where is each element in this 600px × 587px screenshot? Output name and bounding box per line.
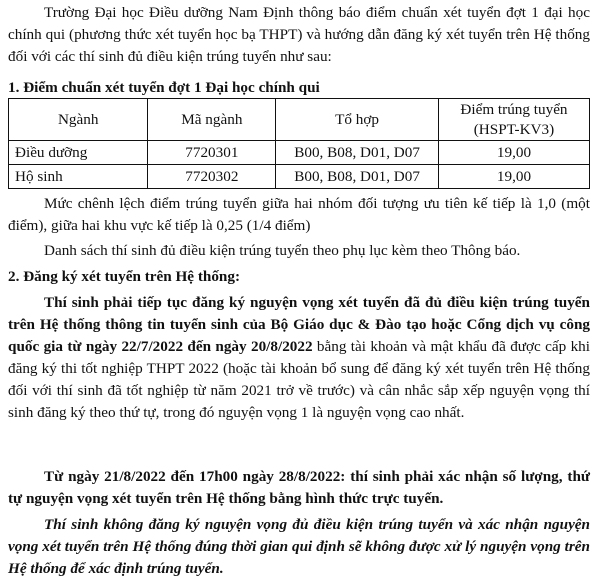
- score-difference-note: Mức chênh lệch điểm trúng tuyển giữa hai nhóm đối tượng ưu tiên kế tiếp là 1,0 (một điểm), giữa hai khu vực kế tiếp là 0,25 (1/4 điểm): [8, 195, 590, 234]
- candidate-list-note: Danh sách thí sinh đủ điều kiện trúng tuyển theo phụ lục kèm theo Thông báo.: [44, 242, 521, 259]
- cell-major: Điều dưỡng: [9, 141, 148, 165]
- cell-cutoff-score: 19,00: [438, 141, 589, 165]
- header-subject-combo: Tổ hợp: [276, 99, 439, 141]
- cell-subject-combo: B00, B08, D01, D07: [276, 141, 439, 165]
- intro-paragraph: Trường Đại học Điều dưỡng Nam Định thông báo điểm chuẩn xét tuyển đợt 1 đại học chính qui (phương thức xét tuyển học bạ THPT) và hướng dẫn đăng ký xét tuyển trên Hệ thống đối với các thí sinh đủ điều kiện trúng tuyển như sau:: [8, 4, 590, 65]
- cell-major-code: 7720301: [148, 141, 276, 165]
- table-row: [9, 165, 590, 189]
- header-major-code: Mã ngành: [148, 99, 276, 141]
- cutoff-score-table: [8, 98, 590, 189]
- header-major: Ngành: [9, 99, 148, 141]
- registration-deadline-bold: Thí sinh phải tiếp tục đăng ký nguyện vọng xét tuyển đã đủ điều kiện trúng tuyển trên Hệ thống thông tin tuyển sinh của Bộ Giáo dục & Đào tạo hoặc Cổng dịch vụ công quốc gia từ ngày 22/7/2022 đến ngày 20/8/2022: [8, 294, 590, 355]
- cell-major-code: 7720302: [148, 165, 276, 189]
- section2-heading: 2. Đăng ký xét tuyển trên Hệ thống:: [8, 268, 241, 285]
- confirmation-paragraph: Từ ngày 21/8/2022 đến 17h00 ngày 28/8/2022: thí sinh phải xác nhận số lượng, thứ tự nguyện vọng xét tuyển trên Hệ thống bằng hình thức trực tuyến.: [8, 468, 590, 507]
- cell-subject-combo: B00, B08, D01, D07: [276, 165, 439, 189]
- table-row: [9, 141, 590, 165]
- warning-paragraph: Thí sinh không đăng ký nguyện vọng đủ điều kiện trúng tuyển và xác nhận nguyện vọng xét tuyển trên Hệ thống đúng thời gian qui định sẽ không được xử lý nguyện vọng trên Hệ thống để xác định trúng tuyển.: [8, 516, 590, 577]
- header-cutoff-score: Điểm trúng tuyển (HSPT-KV3): [438, 99, 589, 141]
- cell-cutoff-score: 19,00: [438, 165, 589, 189]
- registration-paragraph: [8, 292, 590, 424]
- table-header-row: [9, 99, 590, 141]
- cell-major: Hộ sinh: [9, 165, 148, 189]
- section1-heading: 1. Điểm chuẩn xét tuyển đợt 1 Đại học chính qui: [8, 79, 320, 96]
- registration-instructions: bằng tài khoản và mật khẩu đã được cấp khi đăng ký thi tốt nghiệp THPT 2022 (hoặc tài khoản bổ sung để đăng ký xét tuyển trên Hệ thống đối với thí sinh đã tốt nghiệp từ năm 2021 trở về trước) và cân nhắc sắp xếp nguyện vọng thí sinh đăng ký theo thứ tự, trong đó nguyện vọng 1 là nguyện vọng cao nhất.: [8, 338, 590, 421]
